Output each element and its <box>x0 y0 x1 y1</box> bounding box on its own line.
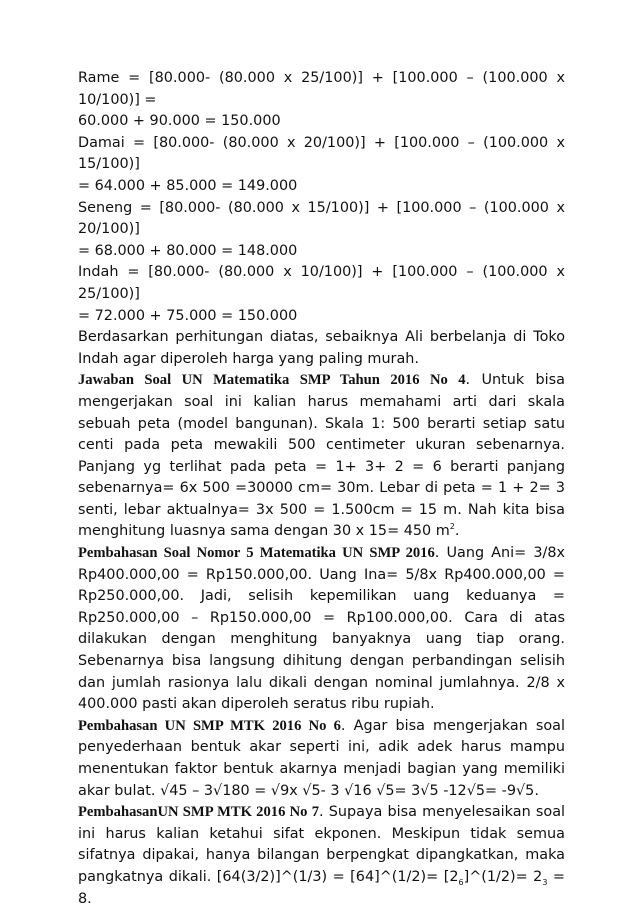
section-4-superscript: 2 <box>449 522 455 532</box>
section-7-paragraph <box>78 802 565 910</box>
section-7-subscript-1: 6 <box>458 877 464 887</box>
section-5-heading: Pembahasan Soal Nomor 5 Matematika UN SMP 2016 <box>78 545 435 562</box>
damai-line-2: = 64.000 + 85.000 = 149.000 <box>78 177 298 194</box>
section-7-mid: ]^(1/2)= 2 <box>463 868 543 885</box>
conclusion-paragraph: Berdasarkan perhitungan diatas, sebaiknya Ali berbelanja di Toko Indah agar diperoleh harga yang paling murah. <box>78 329 565 367</box>
section-4-paragraph <box>78 370 565 543</box>
section-6-heading: Pembahasan UN SMP MTK 2016 No 6 <box>78 717 341 734</box>
seneng-line-1: Seneng = [80.000- (80.000 x 15/100)] + [100.000 – (100.000 x 20/100)] <box>78 199 565 238</box>
section-4-heading: Jawaban Soal UN Matematika SMP Tahun 2016 No 4 <box>78 372 466 389</box>
section-7-end: = 8. <box>78 868 565 907</box>
indah-line-1: Indah = [80.000- (80.000 x 10/100)] + [100.000 – (100.000 x 25/100)] <box>78 264 565 302</box>
seneng-line-2: = 68.000 + 80.000 = 148.000 <box>78 242 298 259</box>
rame-line-1: Rame = [80.000- (80.000 x 25/100)] + [100.000 – (100.000 x 10/100)] = <box>78 70 565 108</box>
section-7-heading: PembahasanUN SMP MTK 2016 No 7 <box>78 804 320 821</box>
rame-line-2: 60.000 + 90.000 = 150.000 <box>78 113 281 130</box>
section-4-end: . <box>454 523 460 540</box>
section-6-text: . Agar bisa mengerjakan soal penyederhaan bentuk akar seperti ini, adik adek harus mampu menentukan faktor bentuk akarnya menjadi bagian yang memiliki akar bulat. √45 – 3√180 = √9x √5- 3 √16 √5= 3√5 -12√5= -9√5. <box>78 717 566 799</box>
section-6-paragraph <box>78 716 565 802</box>
indah-line-2: = 72.000 + 75.000 = 150.000 <box>78 307 298 324</box>
section-7-text: . Supaya bisa menyelesaikan soal ini harus kalian ketahui sifat ekponen. Meskipun tidak semua sifatnya dipakai, hanya bilangan berpengkat dipangkatkan, maka pangkatnya dikali. [64(3/2)]^(1/3) = [64]^(1/2)= [2 <box>78 804 566 885</box>
document-page <box>78 68 565 910</box>
section-4-text: . Untuk bisa mengerjakan soal ini kalian harus memahami arti dari skala sebuah peta (model bangunan). Skala 1: 500 berarti setiap satu centi pada peta mewakili 500 centimeter ukuran sebenarnya. Panjang yg terlihat pada peta = 1+ 3+ 2 = 6 berarti panjang sebenarnya= 6x 500 =30000 cm= 30m. Lebar di peta = 1 + 2= 3 senti, lebar aktualnya= 3x 500 = 1.500cm = 15 m. Nah kita bisa menghitung luasnya sama dengan 30 x 15= 450 m <box>78 372 565 540</box>
damai-line-1: Damai = [80.000- (80.000 x 20/100)] + [100.000 – (100.000 x 15/100)] <box>78 134 565 173</box>
section-7-subscript-2: 3 <box>542 877 548 887</box>
section-5-text: . Uang Ani= 3/8x Rp400.000,00 = Rp150.000,00. Uang Ina= 5/8x Rp400.000,00 = Rp250.000,00. Jadi, selisih kepemilikan uang keduanya = Rp250.000,00 – Rp150.000,00 = Rp100.000,00. Cara di atas dilakukan dengan menghitung banyaknya uang tiap orang. Sebenarnya bisa langsung dihitung dengan perbandingan selisih dan jumlah rasionya lalu dikali dengan nominal jumlahnya. 2/8 x 400.000 pasti akan diperoleh seratus ribu rupiah. <box>78 545 565 713</box>
section-5-paragraph <box>78 543 565 716</box>
